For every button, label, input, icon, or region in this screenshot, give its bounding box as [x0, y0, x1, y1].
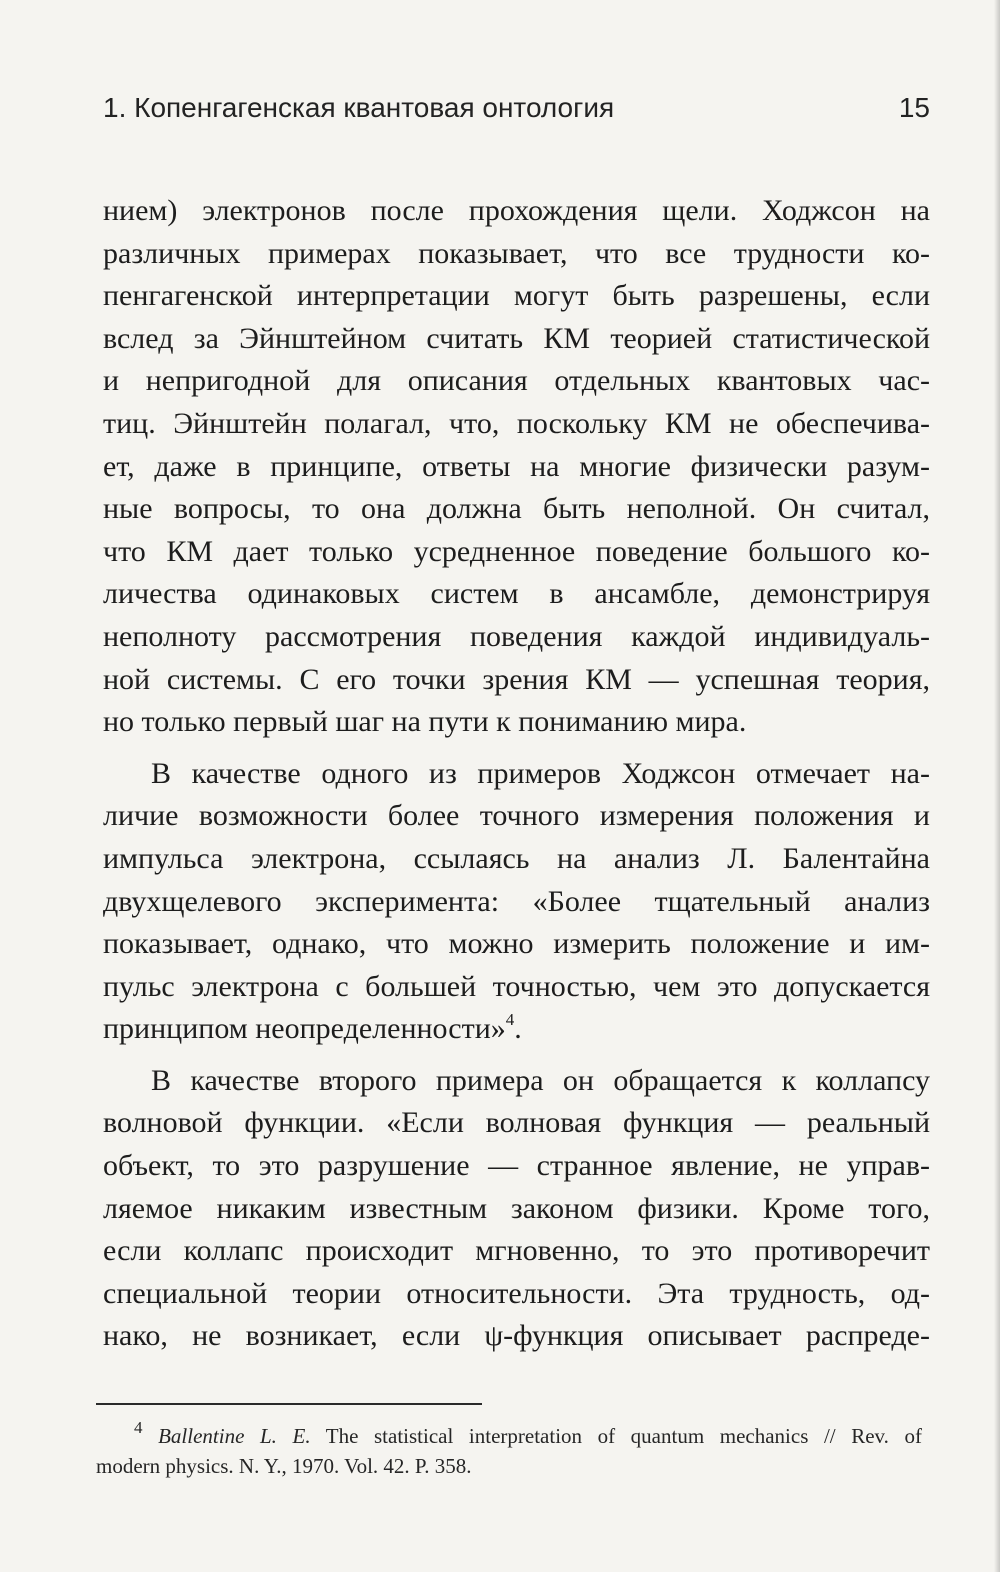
text-line: что КМ дает только усредненное поведение большого ко-: [103, 534, 930, 568]
page-header: [103, 88, 930, 136]
paragraph: [103, 1060, 930, 1358]
text-line: различных примерах показывает, что все трудности ко-: [103, 236, 930, 270]
text-line: личие возможности более точного измерения положения и: [103, 799, 930, 833]
text-line: В качестве одного из примеров Ходжсон отмечает на-: [151, 756, 930, 790]
footnote-line: [96, 1418, 922, 1451]
text-line: специальной теории относительности. Эта трудность, од-: [103, 1276, 930, 1310]
text-line: В качестве второго примера он обращается к коллапсу: [151, 1063, 930, 1097]
paragraph: [103, 753, 930, 1051]
text-line: нием) электронов после прохождения щели. Ходжсон на: [103, 194, 930, 227]
text-line: импульса электрона, ссылаясь на анализ Л. Балентайна: [103, 841, 930, 875]
text-line: показывает, однако, что можно измерить положение и им-: [103, 927, 930, 961]
text-line: [103, 1008, 930, 1051]
footnote-line: modern physics. N. Y., 1970. Vol. 42. P. 358.: [96, 1454, 472, 1478]
footnote-text: The statistical interpretation of quantum mechanics // Rev. of: [325, 1424, 922, 1448]
text-line-content: принципом неопределенности»: [103, 1012, 506, 1046]
footnote-divider: [96, 1403, 482, 1405]
running-head: 1. Копенгагенская квантовая онтология: [103, 92, 615, 123]
text-line: ные вопросы, то она должна быть неполной. Он считал,: [103, 492, 930, 526]
text-line-end: .: [514, 1012, 522, 1046]
text-line: и непригодной для описания отдельных квантовых час-: [103, 364, 930, 398]
page-number: 15: [898, 92, 930, 123]
footnote-number: 4: [134, 1418, 143, 1437]
text-line: если коллапс происходит мгновенно, то это противоречит: [103, 1234, 930, 1268]
text-line: ет, даже в принципе, ответы на многие физически разум-: [103, 449, 930, 483]
footnote-reference[interactable]: 4: [505, 1010, 515, 1030]
text-line: личества одинаковых систем в ансамбле, демонстрируя: [103, 577, 930, 611]
text-line: объект, то это разрушение — странное явление, не управ-: [103, 1149, 930, 1183]
text-line: ной системы. С его точки зрения КМ — успешная теория,: [103, 662, 930, 696]
text-line: тиц. Эйнштейн полагал, что, поскольку КМ не обеспечива-: [103, 406, 930, 440]
text-line: пенгагенской интерпретации могут быть разрешены, если: [103, 279, 930, 313]
footnote-author: Ballentine L. E.: [158, 1424, 311, 1448]
text-line: вслед за Эйнштейном считать КМ теорией статистической: [103, 321, 930, 355]
page-edge-shadow: [994, 0, 1000, 1572]
text-line: волновой функции. «Если волновая функция — реальный: [103, 1106, 930, 1140]
text-line: пульс электрона с большей точностью, чем это допускается: [103, 969, 930, 1003]
text-line: двухщелевого эксперимента: «Более тщательный анализ: [103, 884, 930, 918]
paragraph: [103, 190, 930, 744]
text-line: но только первый шаг на пути к пониманию мира.: [103, 705, 747, 739]
text-line: ляемое никаким известным законом физики. Кроме того,: [103, 1191, 930, 1225]
text-line: нако, не возникает, если ψ-функция описывает распреде-: [103, 1319, 930, 1353]
main-text: [103, 190, 930, 1358]
footnote: [96, 1418, 922, 1481]
text-line: неполноту рассмотрения поведения каждой индивидуаль-: [103, 619, 930, 653]
